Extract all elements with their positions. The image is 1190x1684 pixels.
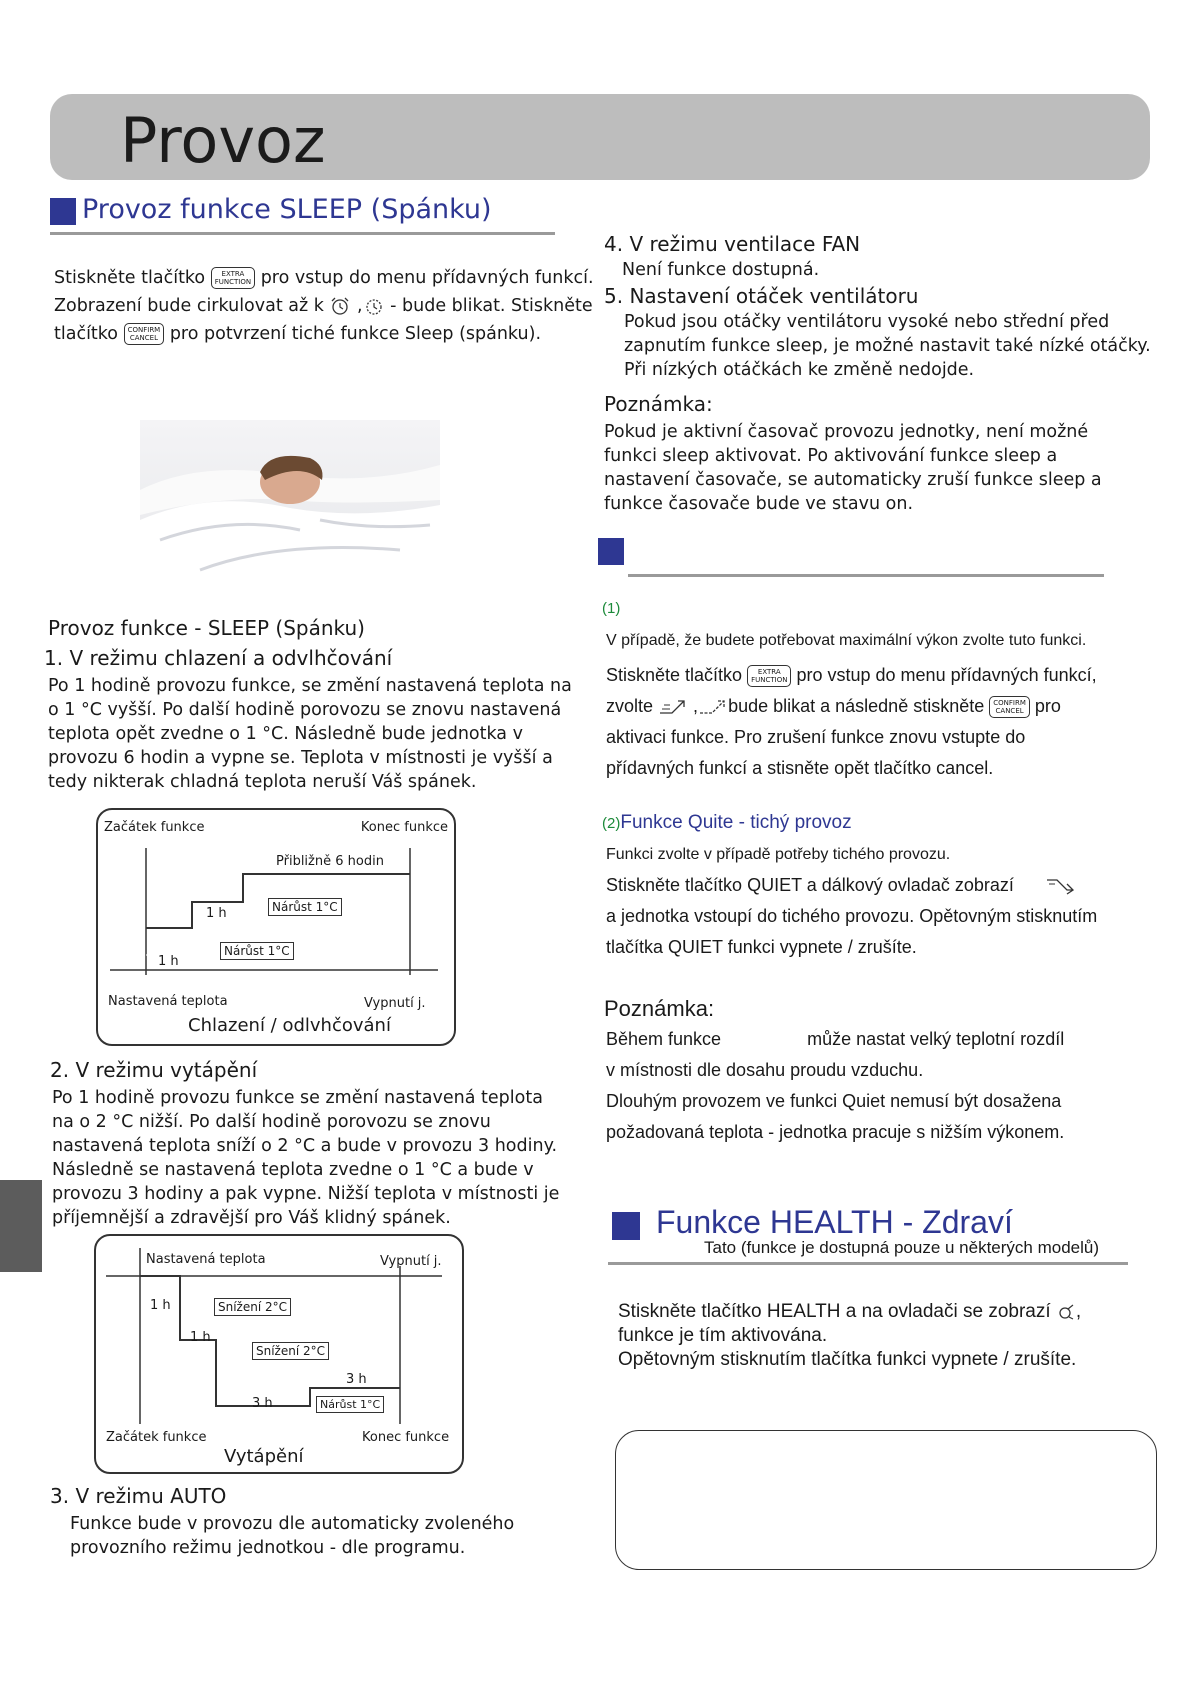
- sleep-subtitle: Provoz funkce - SLEEP (Spánku): [48, 616, 365, 640]
- quiet-desc: Funkci zvolte v případě potřeby tichého provozu.: [606, 846, 951, 863]
- temp-rise-tag: Nárůst 1°C: [220, 942, 294, 960]
- item-number: (1): [602, 600, 621, 617]
- auto-mode-text: Funkce bude v provozu dle automaticky zvoleného provozního režimu jednotkou - dle programu.: [70, 1514, 515, 1558]
- health-icon: [1056, 1303, 1076, 1321]
- temp-drop-tag: Snížení 2°C: [252, 1342, 329, 1360]
- side-tab: [0, 1180, 42, 1272]
- turbo-instructions: Stiskněte tlačítko EXTRA FUNCTION pro vstup do menu přídavných funkcí, zvolte , bude blikat a následně stiskněte CONFIRM CANCEL pro aktivaci funkce. Pro zrušení funkce znovu vstupte do přídavných funkcí a stisněte opět tlačítko cancel.: [606, 665, 1097, 778]
- temp-rise-tag: Nárůst 1°C: [268, 898, 342, 916]
- health-subtitle: Tato (funkce je dostupná pouze u některých modelů): [704, 1238, 1100, 1257]
- alarm-clock-blink-icon: [363, 296, 385, 316]
- section-rule: [50, 232, 555, 235]
- heat-mode-text: Po 1 hodině provozu funkce se změní nastavená teplota na o 2 °C nižší. Po další hodině porovozu se znovu nastavená teplota sníží o 2 °C a bude v provozu 3 hodiny. Následně se nastavená teplota zvedne o 1 °C a bude v provozu 3 hodiny a pak vypne. Nižší teplota v místnosti je příjemnější a zdravější pro Váš klidný spánek.: [52, 1088, 560, 1228]
- diagram-hour-label: 1 h: [190, 1330, 211, 1345]
- cool-mode-heading: 1. V režimu chlazení a odvlhčování: [44, 646, 393, 670]
- health-section-title: Funkce HEALTH - Zdraví: [656, 1204, 1013, 1240]
- diagram-start-label: Začátek funkce: [106, 1430, 207, 1445]
- unit-off-label: Vypnutí j.: [380, 1254, 442, 1269]
- diagram-hour-label: 1 h: [206, 906, 227, 921]
- sleeping-woman-photo: [140, 420, 440, 585]
- heat-mode-heading: 2. V režimu vytápění: [50, 1058, 258, 1082]
- note-heading: Poznámka:: [604, 392, 713, 416]
- diagram-hour-label: 3 h: [346, 1372, 367, 1387]
- page-title: Provoz: [120, 104, 326, 177]
- cooling-diagram-title: Chlazení / odlvhčování: [188, 1015, 391, 1036]
- extra-function-key-icon: EXTRA FUNCTION: [211, 267, 255, 289]
- set-temp-label: Nastavená teplota: [108, 994, 228, 1009]
- quiet-note-text: Během funkce může nastat velký teplotní rozdíl v místnosti dle dosahu proudu vzduchu. Dlouhým provozem ve funkci Quiet nemusí být dosažena požadovaná teplota - jednotka pracuje s nižším výkonem.: [606, 1029, 1065, 1142]
- section-marker: [598, 538, 624, 565]
- alarm-clock-icon: [329, 296, 351, 316]
- cool-mode-text: Po 1 hodině provozu funkce, se změní nastavená teplota na o 1 °C vyšší. Po další hodině porovozu se znovu nastavená teplota opět zvedne o 1 °C. Následně bude jednotka v provozu 6 hodin a vypne se. Teplota v místnosti je vyšší a tedy nikterak chladná teplota neruší Váš spánek.: [48, 676, 572, 792]
- diagram-start-label: Začátek funkce: [104, 820, 205, 835]
- diagram-end-label: Konec funkce: [362, 1430, 450, 1445]
- empty-note-box: [615, 1430, 1157, 1570]
- temp-rise-tag: Nárůst 1°C: [316, 1396, 384, 1413]
- quiet-heading: (2)Funkce Quite - tichý provoz: [602, 812, 852, 833]
- health-text: Stiskněte tlačítko HEALTH a na ovladači se zobrazí , funkce je tím aktivována. Opětovným stisknutím tlačítka funkci vypnete / zrušíte.: [618, 1301, 1082, 1370]
- turbo-desc: V případě, že budete potřebovat maximální výkon zvolte tuto funkci.: [606, 632, 1087, 649]
- unit-off-label: Vypnutí j.: [364, 996, 426, 1011]
- section-marker: [50, 198, 76, 225]
- turbo-icon: [658, 698, 688, 716]
- diagram-end-label: Konec funkce: [360, 820, 448, 835]
- heating-diagram: [94, 1234, 464, 1474]
- confirm-cancel-key-icon: CONFIRM CANCEL: [124, 323, 165, 345]
- section-rule: [608, 1262, 1128, 1265]
- quiet-mode-icon: [1045, 876, 1075, 896]
- fan-mode-heading: 4. V režimu ventilace FAN: [604, 232, 861, 256]
- auto-mode-heading: 3. V režimu AUTO: [50, 1484, 227, 1508]
- confirm-cancel-key-icon: CONFIRM CANCEL: [989, 696, 1030, 718]
- section-rule: [628, 574, 1104, 577]
- fan-mode-text: Není funkce dostupná.: [622, 260, 820, 280]
- fan-speed-text: Pokud jsou otáčky ventilátoru vysoké nebo střední před zapnutím funkce sleep, je možné nastavit také nízké otáčky. Při nízkých otáčkách ke změně nedojde.: [624, 312, 1151, 380]
- diagram-hour-label: 1 h: [158, 954, 179, 969]
- diagram-approx-label: Přibližně 6 hodin: [276, 854, 384, 869]
- temp-drop-tag: Snížení 2°C: [214, 1298, 291, 1316]
- diagram-hour-label: 3 h: [252, 1396, 273, 1411]
- quiet-instructions: Stiskněte tlačítko QUIET a dálkový ovladač zobrazí a jednotka vstoupí do tichého provozu. Opětovným stisknutím tlačítka QUIET funkci vypnete / zrušíte.: [606, 875, 1098, 957]
- turbo-blink-icon: [698, 698, 728, 716]
- fan-speed-heading: 5. Nastavení otáček ventilátoru: [604, 284, 919, 308]
- diagram-hour-label: 1 h: [150, 1298, 171, 1313]
- note-text: Pokud je aktivní časovač provozu jednotky, není možné funkci sleep aktivovat. Po aktivování funkce sleep a nastavení časovače, se automaticky zruší funkce sleep a funkce časovače bude ve stavu on.: [604, 422, 1102, 514]
- sleep-intro: Stiskněte tlačítko EXTRA FUNCTION pro vstup do menu přídavných funkcí. Zobrazení bude cirkulovat až k , - bude blikat. Stiskněte tlačítko CONFIRM CANCEL pro potvrzení tiché funkce Sleep (spánku).: [54, 268, 594, 344]
- extra-function-key-icon: EXTRA FUNCTION: [747, 665, 791, 687]
- section-marker: [612, 1212, 640, 1240]
- set-temp-label: Nastavená teplota: [146, 1252, 266, 1267]
- cooling-diagram: [96, 808, 456, 1046]
- heating-diagram-title: Vytápění: [224, 1446, 304, 1467]
- sleep-section-title: Provoz funkce SLEEP (Spánku): [82, 194, 492, 225]
- quiet-note-heading: Poznámka:: [604, 996, 715, 1021]
